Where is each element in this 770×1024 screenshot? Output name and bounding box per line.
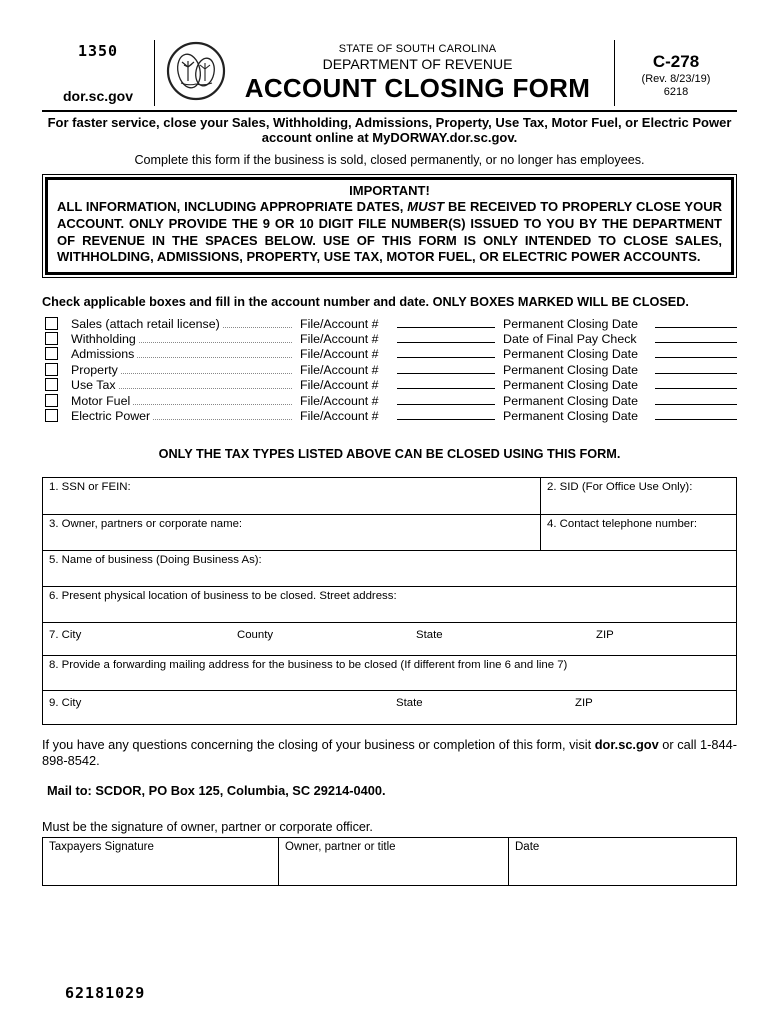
checklist-row-withholding <box>42 331 737 346</box>
date-input-property[interactable] <box>655 373 737 374</box>
important-body <box>57 199 722 266</box>
checklist-row-use-tax <box>42 377 737 392</box>
owner-name-field[interactable]: 3. Owner, partners or corporate name: <box>49 517 243 530</box>
dotted-leader <box>223 327 292 328</box>
date-input-use-tax[interactable] <box>655 388 737 389</box>
important-title: IMPORTANT! <box>349 183 430 198</box>
owner-partner-title-field[interactable]: Owner, partner or title <box>278 838 508 885</box>
checklist-row-sales <box>42 315 737 330</box>
file-account-input-use-tax[interactable] <box>397 388 495 389</box>
checklist-row-admissions <box>42 346 737 361</box>
form-scanline-number: 1350 <box>77 42 119 60</box>
checklist-instruction: Check applicable boxes and fill in the account number and date. ONLY BOXES MARKED WILL BE CLOSED. <box>42 295 689 310</box>
file-account-label: File/Account # <box>300 408 379 423</box>
dotted-leader <box>121 373 292 374</box>
file-account-label: File/Account # <box>300 378 379 393</box>
mail-to-line: Mail to: SCDOR, PO Box 125, Columbia, SC 29214-0400. <box>47 782 386 798</box>
complete-form-note: Complete this form if the business is sold, closed permanently, or no longer has employees. <box>134 153 645 167</box>
zip-field-label: ZIP <box>575 696 593 709</box>
dotted-leader <box>153 419 292 420</box>
important-body-emphasis: MUST <box>407 199 445 214</box>
dotted-leader <box>133 404 292 405</box>
checklist-row-property <box>42 361 737 376</box>
checklist-label: Property <box>71 362 118 377</box>
questions-website: dor.sc.gov <box>594 736 659 752</box>
sid-field[interactable]: 2. SID (For Office Use Only): <box>540 478 736 514</box>
table-row <box>43 551 736 587</box>
date-label: Permanent Closing Date <box>503 347 638 362</box>
checklist-label: Withholding <box>71 331 136 346</box>
checkbox-property[interactable] <box>45 363 58 376</box>
state-field-label: State <box>396 696 423 709</box>
file-account-input-admissions[interactable] <box>397 357 495 358</box>
signature-requirement-note: Must be the signature of owner, partner or corporate officer. <box>42 819 373 834</box>
date-label: Date of Final Pay Check <box>503 331 637 346</box>
city-state-zip-row[interactable] <box>43 691 736 724</box>
important-box-inner <box>45 177 734 275</box>
file-account-input-property[interactable] <box>397 373 495 374</box>
date-input-motor-fuel[interactable] <box>655 404 737 405</box>
business-name-field[interactable]: 5. Name of business (Doing Business As): <box>49 553 262 566</box>
tax-types-note: ONLY THE TAX TYPES LISTED ABOVE CAN BE CLOSED USING THIS FORM. <box>158 446 621 461</box>
taxpayer-signature-field[interactable]: Taxpayers Signature <box>49 840 154 853</box>
checkbox-motor-fuel[interactable] <box>45 394 58 407</box>
important-box <box>42 174 737 278</box>
form-header <box>42 40 737 112</box>
checklist-label: Sales (attach retail license) <box>71 316 220 331</box>
checklist-row-motor-fuel <box>42 392 737 407</box>
dor-website: dor.sc.gov <box>62 88 134 104</box>
file-account-label: File/Account # <box>300 347 379 362</box>
checkbox-electric-power[interactable] <box>45 409 58 422</box>
date-label: Permanent Closing Date <box>503 362 638 377</box>
file-account-label: File/Account # <box>300 362 379 377</box>
date-label: Permanent Closing Date <box>503 378 638 393</box>
form-id-number: 6218 <box>663 86 689 98</box>
form-title: ACCOUNT CLOSING FORM <box>244 72 591 103</box>
state-field-label: State <box>416 628 443 641</box>
dotted-leader <box>137 357 292 358</box>
checklist-label: Motor Fuel <box>71 393 131 408</box>
file-account-input-motor-fuel[interactable] <box>397 404 495 405</box>
contact-phone-field[interactable]: 4. Contact telephone number: <box>540 515 736 550</box>
faster-service-note: For faster service, close your Sales, Withholding, Admissions, Property, Use Tax, Motor Fuel, or Electric Power account online at MyDORWAY.dor.sc.gov. <box>47 115 732 145</box>
file-account-input-sales[interactable] <box>397 327 495 328</box>
date-field[interactable]: Date <box>508 838 736 885</box>
date-input-admissions[interactable] <box>655 357 737 358</box>
checkbox-admissions[interactable] <box>45 347 58 360</box>
signature-table <box>42 837 737 886</box>
date-label: Permanent Closing Date <box>503 316 638 331</box>
header-center-block <box>155 40 614 106</box>
county-field-label: County <box>237 628 274 641</box>
table-row <box>43 623 736 656</box>
table-row <box>43 478 736 515</box>
state-line: STATE OF SOUTH CAROLINA <box>338 42 497 55</box>
city-county-state-zip-row[interactable] <box>43 623 736 655</box>
checkbox-use-tax[interactable] <box>45 378 58 391</box>
checklist-row-electric-power <box>42 408 737 423</box>
questions-text-after: or call 1-844-898-8542. <box>42 736 737 769</box>
zip-field-label: ZIP <box>596 628 614 641</box>
file-account-label: File/Account # <box>300 393 379 408</box>
date-input-sales[interactable] <box>655 327 737 328</box>
physical-location-field[interactable]: 6. Present physical location of business to be closed. Street address: <box>49 589 397 602</box>
city-field-label: 9. City <box>49 696 82 709</box>
header-left-block <box>42 40 154 106</box>
south-carolina-seal-icon <box>165 39 227 108</box>
dotted-leader <box>139 342 292 343</box>
important-body-before: ALL INFORMATION, INCLUDING APPROPRIATE DATES, <box>57 199 408 214</box>
checkbox-sales[interactable] <box>45 317 58 330</box>
header-titles <box>241 43 614 104</box>
table-row <box>43 587 736 623</box>
date-input-withholding[interactable] <box>655 342 737 343</box>
table-row <box>43 691 736 724</box>
info-table <box>42 477 737 725</box>
date-input-electric-power[interactable] <box>655 419 737 420</box>
checklist-label: Electric Power <box>71 408 151 423</box>
table-row <box>43 515 736 551</box>
forwarding-address-field[interactable]: 8. Provide a forwarding mailing address for the business to be closed (If different from line 6 and line 7) <box>49 658 568 671</box>
questions-paragraph <box>42 737 737 770</box>
department-line: DEPARTMENT OF REVENUE <box>322 55 513 72</box>
header-right-block <box>615 40 737 106</box>
table-row <box>43 656 736 691</box>
city-field-label: 7. City <box>49 628 82 641</box>
form-barcode-number: 62181029 <box>65 984 146 1002</box>
questions-text-before: If you have any questions concerning the closing of your business or completion of this form, visit <box>42 736 595 752</box>
file-account-input-withholding[interactable] <box>397 342 495 343</box>
checklist-label: Admissions <box>71 347 135 362</box>
checkbox-withholding[interactable] <box>45 332 58 345</box>
date-label: Permanent Closing Date <box>503 408 638 423</box>
checklist-label: Use Tax <box>71 378 116 393</box>
form-revision: (Rev. 8/23/19) <box>641 73 711 85</box>
file-account-label: File/Account # <box>300 331 379 346</box>
ssn-fein-field[interactable]: 1. SSN or FEIN: <box>49 480 131 493</box>
file-account-input-electric-power[interactable] <box>397 419 495 420</box>
date-label: Permanent Closing Date <box>503 393 638 408</box>
dotted-leader <box>119 388 292 389</box>
checklist-rows <box>42 315 737 423</box>
form-code: C-278 <box>652 52 700 71</box>
file-account-label: File/Account # <box>300 316 379 331</box>
important-body-after: BE RECEIVED TO PROPERLY CLOSE YOUR ACCOUNT. ONLY PROVIDE THE 9 OR 10 DIGIT FILE NUMBER(S) ISSUED TO YOU BY THE DEPARTMENT OF REVENUE IN THE SPACES BELOW. USE OF THIS FORM IS ONLY INTENDED TO CLOSE SALES, WITHHOLDING, ADMISSIONS, PROPERTY, USE TAX, MOTOR FUEL, OR ELECTRIC POWER ACCOUNTS. <box>57 199 722 265</box>
